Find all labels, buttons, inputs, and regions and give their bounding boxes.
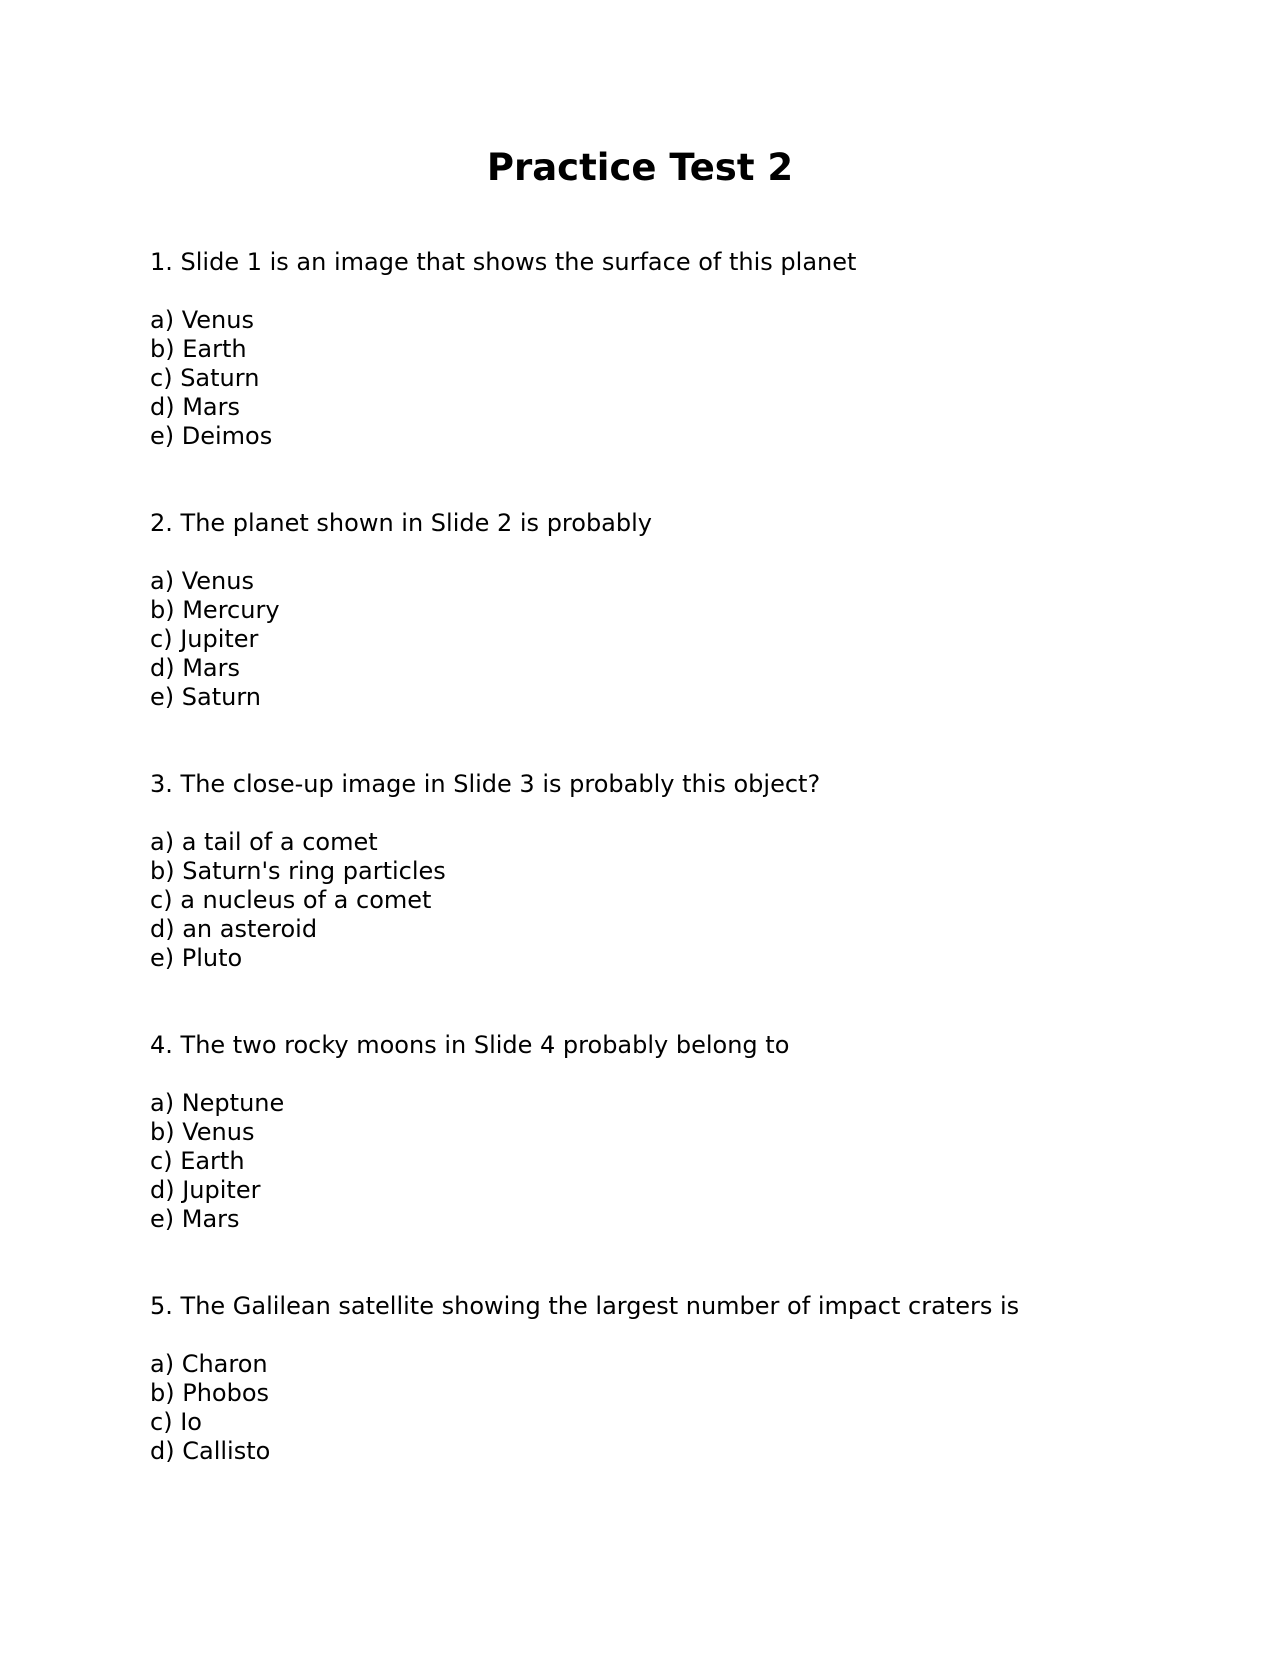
option-b: b) Phobos xyxy=(150,1379,270,1407)
option-d: d) Jupiter xyxy=(150,1176,261,1204)
option-list xyxy=(150,1350,1150,1466)
question-text: 3. The close-up image in Slide 3 is probably this object? xyxy=(150,770,821,798)
option-c: c) Saturn xyxy=(150,364,260,392)
question-text: 5. The Galilean satellite showing the largest number of impact craters is xyxy=(150,1292,1020,1320)
option-list xyxy=(150,567,1150,712)
option-list xyxy=(150,306,1150,451)
question-1 xyxy=(150,248,1150,451)
page-title: Practice Test 2 xyxy=(486,146,794,189)
question-3 xyxy=(150,770,1150,973)
option-list xyxy=(150,828,1150,973)
option-b: b) Earth xyxy=(150,335,247,363)
option-c: c) Earth xyxy=(150,1147,245,1175)
question-text: 4. The two rocky moons in Slide 4 probably belong to xyxy=(150,1031,790,1059)
option-e: e) Saturn xyxy=(150,683,261,711)
option-b: b) Mercury xyxy=(150,596,280,624)
question-text: 2. The planet shown in Slide 2 is probably xyxy=(150,509,652,537)
option-d: d) Mars xyxy=(150,654,241,682)
option-c: c) Jupiter xyxy=(150,625,259,653)
question-4 xyxy=(150,1031,1150,1234)
option-list xyxy=(150,1089,1150,1234)
option-a: a) a tail of a comet xyxy=(150,828,378,856)
option-d: d) Callisto xyxy=(150,1437,271,1465)
question-2 xyxy=(150,509,1150,712)
option-d: d) an asteroid xyxy=(150,915,318,943)
question-5 xyxy=(150,1292,1150,1466)
option-a: a) Charon xyxy=(150,1350,268,1378)
option-a: a) Venus xyxy=(150,306,254,334)
option-a: a) Neptune xyxy=(150,1089,285,1117)
option-b: b) Venus xyxy=(150,1118,255,1146)
option-a: a) Venus xyxy=(150,567,254,595)
option-e: e) Deimos xyxy=(150,422,273,450)
question-text: 1. Slide 1 is an image that shows the surface of this planet xyxy=(150,248,857,276)
option-d: d) Mars xyxy=(150,393,241,421)
option-e: e) Mars xyxy=(150,1205,240,1233)
question-list xyxy=(150,248,1150,1524)
option-c: c) Io xyxy=(150,1408,202,1436)
option-b: b) Saturn's ring particles xyxy=(150,857,446,885)
option-e: e) Pluto xyxy=(150,944,243,972)
option-c: c) a nucleus of a comet xyxy=(150,886,432,914)
